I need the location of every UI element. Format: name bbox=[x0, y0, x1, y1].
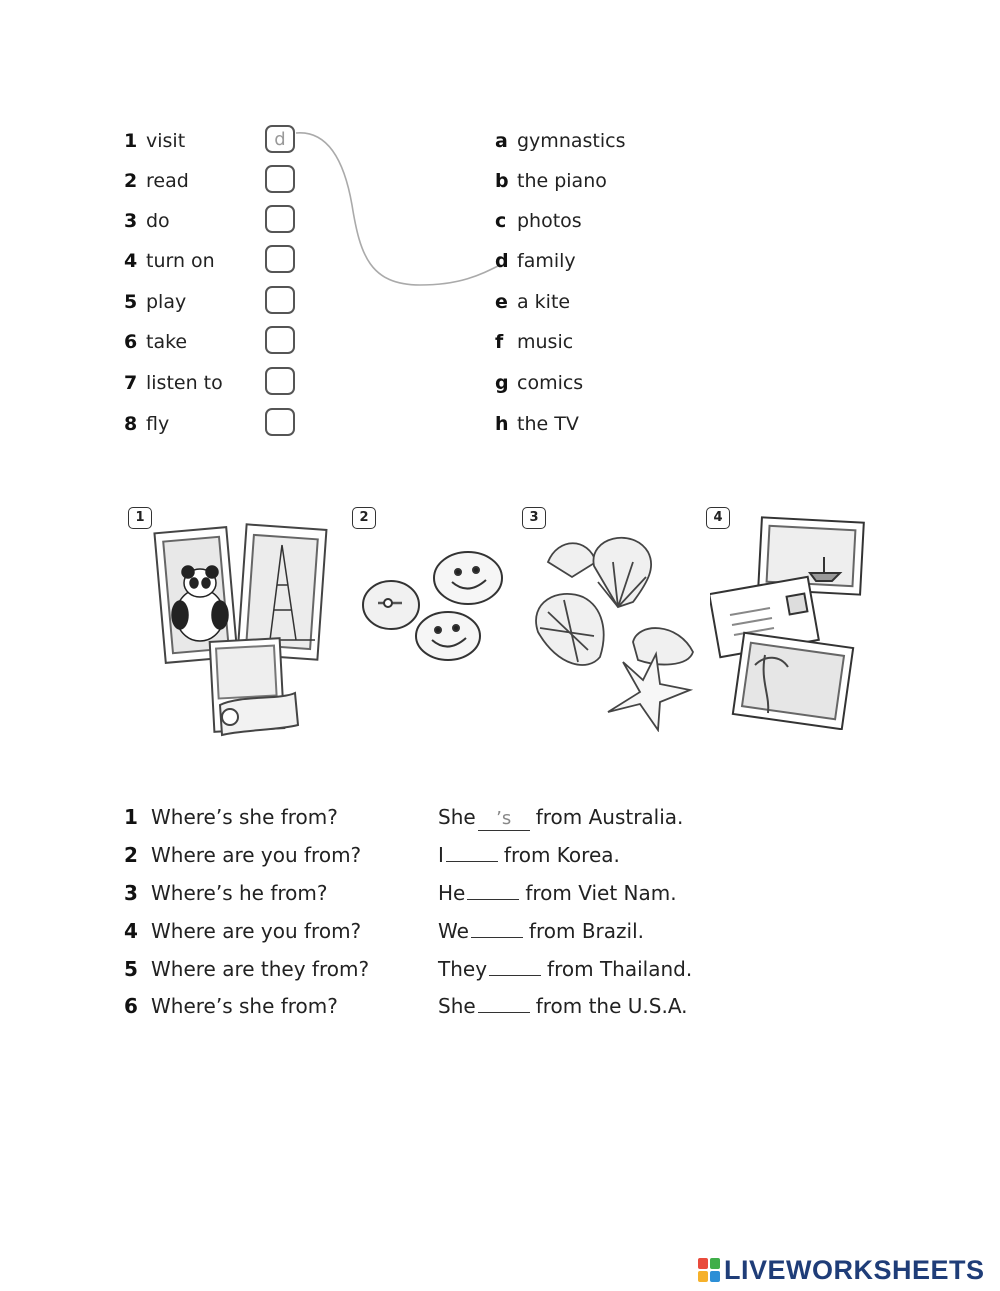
badges-icon bbox=[358, 548, 508, 663]
picture-number-1: 1 bbox=[128, 507, 152, 529]
logo-mark-icon bbox=[698, 1258, 720, 1282]
brand-name: LIVEWORKSHEETS bbox=[724, 1254, 985, 1285]
answer-box-8[interactable] bbox=[265, 408, 295, 436]
answer-blank-1[interactable]: ’s bbox=[478, 808, 530, 831]
right-item-f[interactable]: f music bbox=[495, 331, 574, 353]
left-item-4: 4 turn on bbox=[124, 250, 215, 272]
right-item-h[interactable]: h the TV bbox=[495, 413, 579, 435]
picture-number-2: 2 bbox=[352, 507, 376, 529]
question-1: 1 Where’s she from? bbox=[124, 805, 338, 829]
answer-6: She from the U.S.A. bbox=[438, 990, 688, 1022]
shells-icon bbox=[528, 532, 703, 732]
answer-box-1[interactable]: d bbox=[265, 125, 295, 153]
right-item-b[interactable]: b the piano bbox=[495, 170, 607, 192]
right-item-a[interactable]: a gymnastics bbox=[495, 130, 626, 152]
logo-square-green bbox=[710, 1258, 720, 1269]
question-2: 2 Where are you from? bbox=[124, 843, 362, 867]
question-6: 6 Where’s she from? bbox=[124, 994, 338, 1018]
left-item-2: 2 read bbox=[124, 170, 189, 192]
left-item-1: 1 visit bbox=[124, 130, 186, 152]
example-match-line bbox=[290, 125, 510, 295]
right-item-g[interactable]: g comics bbox=[495, 372, 584, 394]
left-item-5: 5 play bbox=[124, 291, 187, 313]
answer-box-6[interactable] bbox=[265, 326, 295, 354]
left-item-3: 3 do bbox=[124, 210, 170, 232]
question-5: 5 Where are they from? bbox=[124, 957, 370, 981]
answer-blank-5[interactable] bbox=[489, 953, 541, 976]
answer-blank-4[interactable] bbox=[471, 915, 523, 938]
answer-2: I from Korea. bbox=[438, 839, 620, 871]
answer-blank-3[interactable] bbox=[467, 877, 519, 900]
liveworksheets-logo bbox=[698, 1255, 985, 1285]
answer-box-7[interactable] bbox=[265, 367, 295, 395]
answer-5: They from Thailand. bbox=[438, 953, 692, 985]
right-item-c[interactable]: c photos bbox=[495, 210, 582, 232]
left-item-8: 8 fly bbox=[124, 413, 170, 435]
answer-1: She ’s from Australia. bbox=[438, 805, 684, 829]
answer-blank-6[interactable] bbox=[478, 990, 530, 1013]
right-item-d[interactable]: d family bbox=[495, 250, 576, 272]
answer-4: We from Brazil. bbox=[438, 915, 644, 947]
logo-square-blue bbox=[710, 1271, 720, 1282]
left-item-7: 7 listen to bbox=[124, 372, 223, 394]
question-3: 3 Where’s he from? bbox=[124, 881, 328, 905]
left-item-6: 6 take bbox=[124, 331, 188, 353]
picture-number-4: 4 bbox=[706, 507, 730, 529]
question-4: 4 Where are you from? bbox=[124, 919, 362, 943]
right-item-e[interactable]: e a kite bbox=[495, 291, 571, 313]
answer-blank-2[interactable] bbox=[446, 839, 498, 862]
postcards-icon bbox=[710, 515, 870, 730]
answer-3: He from Viet Nam. bbox=[438, 877, 677, 909]
logo-square-yellow bbox=[698, 1271, 708, 1282]
picture-number-3: 3 bbox=[522, 507, 546, 529]
photos-postcards-icon bbox=[150, 515, 340, 740]
logo-square-red bbox=[698, 1258, 708, 1269]
